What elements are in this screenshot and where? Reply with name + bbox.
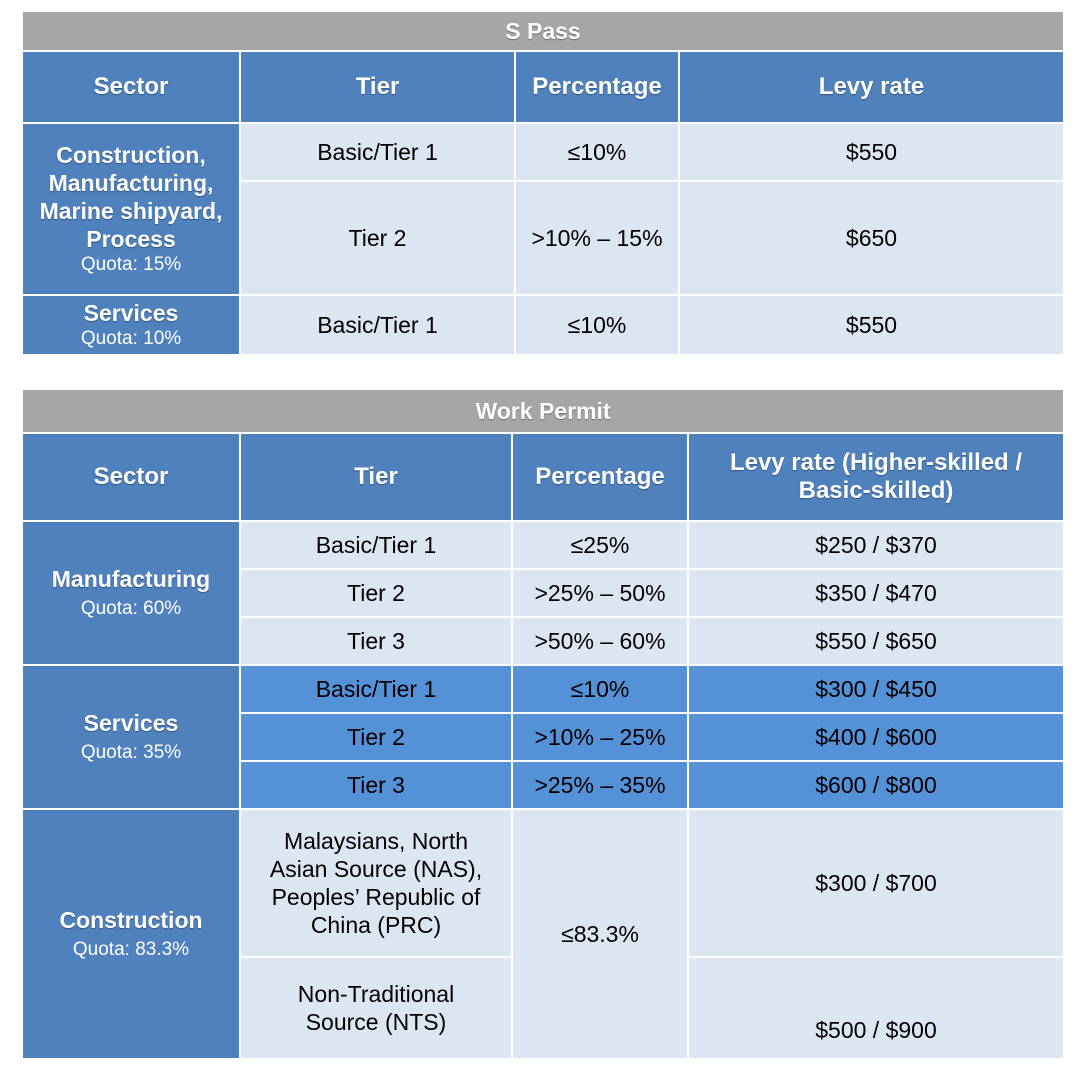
tier-cell: Malaysians, North Asian Source (NAS), Peoples’ Republic of China (PRC) bbox=[240, 809, 512, 957]
percentage-cell: >25% – 50% bbox=[512, 569, 688, 617]
tier-cell: Basic/Tier 1 bbox=[240, 665, 512, 713]
percentage-cell: >25% – 35% bbox=[512, 761, 688, 809]
percentage-cell: ≤10% bbox=[515, 123, 679, 181]
percentage-cell: ≤10% bbox=[512, 665, 688, 713]
sector-quota: Quota: 35% bbox=[80, 742, 182, 763]
levy-cell bbox=[688, 957, 1064, 1059]
tier-cell: Tier 2 bbox=[240, 569, 512, 617]
tier-cell: Basic/Tier 1 bbox=[240, 123, 515, 181]
levy-cell: $650 bbox=[679, 181, 1064, 295]
header-percentage: Percentage bbox=[515, 51, 679, 123]
sector-cell bbox=[22, 809, 240, 1059]
header-levy-rate: Levy rate (Higher-skilled / Basic-skilled) bbox=[688, 433, 1064, 521]
sector-name: Construction bbox=[59, 907, 203, 933]
sector-cell bbox=[22, 521, 240, 665]
table-row bbox=[22, 521, 1064, 569]
sector-name: Construction, Manufacturing, Marine shipyard, Process bbox=[39, 142, 223, 252]
tier-cell: Tier 2 bbox=[240, 181, 515, 295]
sector-cell bbox=[22, 123, 240, 295]
percentage-cell: ≤25% bbox=[512, 521, 688, 569]
levy-cell: $350 / $470 bbox=[688, 569, 1064, 617]
table-row bbox=[22, 123, 1064, 181]
tier-cell: Tier 3 bbox=[240, 761, 512, 809]
table-row bbox=[22, 295, 1064, 355]
sector-name: Services bbox=[83, 300, 179, 326]
sector-quota: Quota: 10% bbox=[80, 328, 182, 349]
work-permit-title: Work Permit bbox=[22, 389, 1064, 433]
sector-quota: Quota: 60% bbox=[80, 598, 182, 619]
levy-cell: $550 bbox=[679, 295, 1064, 355]
levy-cell: $550 bbox=[679, 123, 1064, 181]
sector-quota: Quota: 83.3% bbox=[72, 939, 190, 960]
header-percentage: Percentage bbox=[512, 433, 688, 521]
s-pass-title: S Pass bbox=[22, 11, 1064, 51]
header-tier: Tier bbox=[240, 51, 515, 123]
sector-name: Services bbox=[83, 710, 179, 736]
header-sector: Sector bbox=[22, 51, 240, 123]
header-sector: Sector bbox=[22, 433, 240, 521]
work-permit-table bbox=[21, 388, 1065, 1060]
header-levy-rate: Levy rate bbox=[679, 51, 1064, 123]
percentage-cell: >10% – 15% bbox=[515, 181, 679, 295]
tier-cell: Non-Traditional Source (NTS) bbox=[240, 957, 512, 1059]
tier-cell: Tier 3 bbox=[240, 617, 512, 665]
s-pass-table bbox=[21, 10, 1065, 356]
sector-cell bbox=[22, 295, 240, 355]
percentage-cell: ≤10% bbox=[515, 295, 679, 355]
percentage-cell: ≤83.3% bbox=[512, 809, 688, 1059]
header-tier: Tier bbox=[240, 433, 512, 521]
levy-value: $500 / $900 bbox=[815, 1017, 937, 1043]
levy-cell: $550 / $650 bbox=[688, 617, 1064, 665]
tier-cell: Basic/Tier 1 bbox=[240, 521, 512, 569]
levy-cell bbox=[688, 809, 1064, 957]
tier-cell: Basic/Tier 1 bbox=[240, 295, 515, 355]
sector-quota: Quota: 15% bbox=[80, 254, 182, 275]
percentage-cell: >50% – 60% bbox=[512, 617, 688, 665]
levy-cell: $250 / $370 bbox=[688, 521, 1064, 569]
levy-cell: $300 / $450 bbox=[688, 665, 1064, 713]
sector-name: Manufacturing bbox=[51, 566, 211, 592]
table-row bbox=[22, 665, 1064, 713]
levy-cell: $400 / $600 bbox=[688, 713, 1064, 761]
levy-cell: $600 / $800 bbox=[688, 761, 1064, 809]
levy-value: $300 / $700 bbox=[815, 870, 937, 896]
percentage-cell: >10% – 25% bbox=[512, 713, 688, 761]
sector-cell bbox=[22, 665, 240, 809]
tier-cell: Tier 2 bbox=[240, 713, 512, 761]
table-row bbox=[22, 809, 1064, 957]
